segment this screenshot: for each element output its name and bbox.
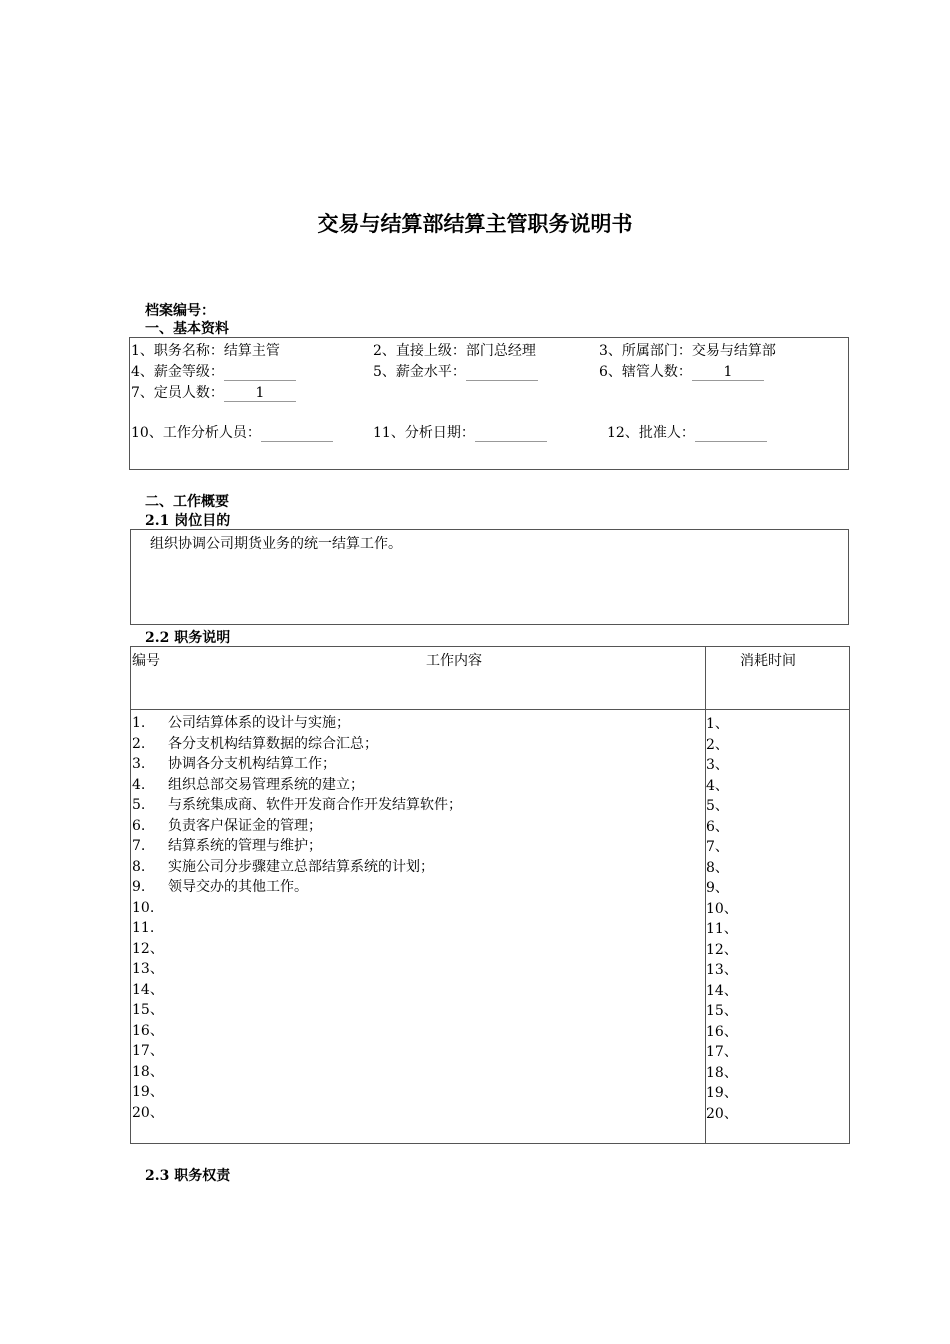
row-time-spent: 15、 bbox=[706, 1003, 738, 1019]
row-content: 协调各分支机构结算工作； bbox=[168, 756, 336, 772]
field-headcount bbox=[131, 382, 296, 402]
field-label: 10、工作分析人员： bbox=[131, 425, 261, 441]
row-content: 结算系统的管理与维护； bbox=[168, 838, 322, 854]
row-time-spent: 13、 bbox=[706, 962, 738, 978]
row-time-spent: 20、 bbox=[706, 1106, 738, 1122]
row-number: 11. bbox=[132, 920, 155, 936]
header-work-content: 工作内容 bbox=[426, 653, 482, 669]
row-time-spent: 16、 bbox=[706, 1024, 738, 1040]
table-row bbox=[132, 1041, 168, 1061]
duties-heading: 2.2 职务说明 bbox=[145, 630, 231, 646]
row-content: 各分支机构结算数据的综合汇总； bbox=[168, 736, 378, 752]
row-number: 7. bbox=[132, 838, 146, 854]
row-time-spent: 12、 bbox=[706, 942, 738, 958]
row-content: 负责客户保证金的管理； bbox=[168, 818, 322, 834]
table-row bbox=[132, 1000, 168, 1020]
field-subordinates-count bbox=[599, 361, 764, 381]
field-label: 7、定员人数： bbox=[131, 385, 224, 401]
row-number: 19、 bbox=[132, 1084, 164, 1100]
table-row bbox=[132, 898, 168, 918]
field-analysis-date bbox=[373, 422, 547, 442]
field-salary-grade bbox=[131, 361, 296, 381]
row-time-spent: 2、 bbox=[706, 737, 729, 753]
row-number: 18、 bbox=[132, 1064, 164, 1080]
field-value: 1 bbox=[224, 385, 296, 402]
table-row bbox=[132, 836, 322, 856]
table-row bbox=[132, 1062, 168, 1082]
field-label: 2、直接上级： bbox=[373, 343, 466, 359]
row-content: 公司结算体系的设计与实施； bbox=[168, 715, 350, 731]
field-label: 5、薪金水平： bbox=[373, 364, 466, 380]
row-number: 6. bbox=[132, 818, 146, 834]
table-row bbox=[132, 734, 378, 754]
row-time-spent: 1、 bbox=[706, 716, 729, 732]
row-number: 8. bbox=[132, 859, 146, 875]
row-number: 14、 bbox=[132, 982, 164, 998]
row-content: 领导交办的其他工作。 bbox=[168, 879, 308, 895]
row-time-spent: 17、 bbox=[706, 1044, 738, 1060]
row-time-spent: 6、 bbox=[706, 819, 729, 835]
field-label: 1、职务名称： bbox=[131, 343, 224, 359]
table-row bbox=[132, 877, 308, 897]
row-time-spent: 11、 bbox=[706, 921, 738, 937]
row-time-spent: 5、 bbox=[706, 798, 729, 814]
row-number: 12、 bbox=[132, 941, 164, 957]
table-row bbox=[132, 1021, 168, 1041]
table-row bbox=[132, 775, 364, 795]
field-label: 11、分析日期： bbox=[373, 425, 475, 441]
field-label: 3、所属部门： bbox=[599, 343, 692, 359]
row-number: 15、 bbox=[132, 1002, 164, 1018]
row-number: 13、 bbox=[132, 961, 164, 977]
row-time-spent: 4、 bbox=[706, 778, 729, 794]
field-direct-supervisor bbox=[373, 340, 536, 360]
row-number: 10. bbox=[132, 900, 155, 916]
field-salary-level bbox=[373, 361, 538, 381]
field-value bbox=[261, 425, 333, 442]
row-time-spent: 10、 bbox=[706, 901, 738, 917]
field-label: 6、辖管人数： bbox=[599, 364, 692, 380]
row-number: 3. bbox=[132, 756, 146, 772]
field-approver bbox=[607, 422, 767, 442]
field-label: 12、批准人： bbox=[607, 425, 695, 441]
field-value: 部门总经理 bbox=[465, 343, 536, 359]
purpose-heading: 2.1 岗位目的 bbox=[145, 513, 231, 529]
table-row bbox=[132, 857, 434, 877]
table-row bbox=[132, 754, 336, 774]
field-value bbox=[224, 364, 296, 381]
row-content: 实施公司分步骤建立总部结算系统的计划； bbox=[168, 859, 434, 875]
row-number: 1. bbox=[132, 715, 146, 731]
table-row bbox=[132, 918, 168, 938]
row-time-spent: 8、 bbox=[706, 860, 729, 876]
table-row bbox=[132, 713, 350, 733]
table-row bbox=[132, 1082, 168, 1102]
row-time-spent: 9、 bbox=[706, 880, 729, 896]
field-value: 交易与结算部 bbox=[691, 343, 776, 359]
header-number: 编号 bbox=[132, 653, 160, 669]
row-time-spent: 19、 bbox=[706, 1085, 738, 1101]
table-row bbox=[132, 816, 322, 836]
row-time-spent: 3、 bbox=[706, 757, 729, 773]
field-value: 结算主管 bbox=[223, 343, 280, 359]
field-label: 4、薪金等级： bbox=[131, 364, 224, 380]
file-number-label: 档案编号： bbox=[145, 303, 215, 319]
table-row bbox=[132, 939, 168, 959]
row-number: 5. bbox=[132, 797, 146, 813]
section-overview-heading: 二、工作概要 bbox=[145, 494, 229, 510]
table-header-divider bbox=[130, 709, 850, 710]
header-time-spent: 消耗时间 bbox=[740, 653, 796, 669]
row-number: 2. bbox=[132, 736, 146, 752]
field-department bbox=[599, 340, 776, 360]
table-row bbox=[132, 1103, 168, 1123]
table-row bbox=[132, 980, 168, 1000]
field-job-analyst bbox=[131, 422, 333, 442]
row-time-spent: 14、 bbox=[706, 983, 738, 999]
row-number: 4. bbox=[132, 777, 146, 793]
document-title: 交易与结算部结算主管职务说明书 bbox=[317, 212, 633, 236]
table-row bbox=[132, 959, 168, 979]
row-number: 20、 bbox=[132, 1105, 164, 1121]
field-value bbox=[475, 425, 547, 442]
row-number: 16、 bbox=[132, 1023, 164, 1039]
field-value bbox=[466, 364, 538, 381]
row-content: 与系统集成商、软件开发商合作开发结算软件； bbox=[168, 797, 462, 813]
table-row bbox=[132, 795, 462, 815]
row-number: 17、 bbox=[132, 1043, 164, 1059]
row-content: 组织总部交易管理系统的建立； bbox=[168, 777, 364, 793]
section-basic-info-heading: 一、基本资料 bbox=[145, 321, 229, 337]
field-value bbox=[695, 425, 767, 442]
row-time-spent: 18、 bbox=[706, 1065, 738, 1081]
row-time-spent: 7、 bbox=[706, 839, 729, 855]
field-job-title bbox=[131, 340, 280, 360]
purpose-text: 组织协调公司期货业务的统一结算工作。 bbox=[150, 536, 402, 552]
field-value: 1 bbox=[692, 364, 764, 381]
rights-heading: 2.3 职务权责 bbox=[145, 1168, 231, 1184]
row-number: 9. bbox=[132, 879, 146, 895]
